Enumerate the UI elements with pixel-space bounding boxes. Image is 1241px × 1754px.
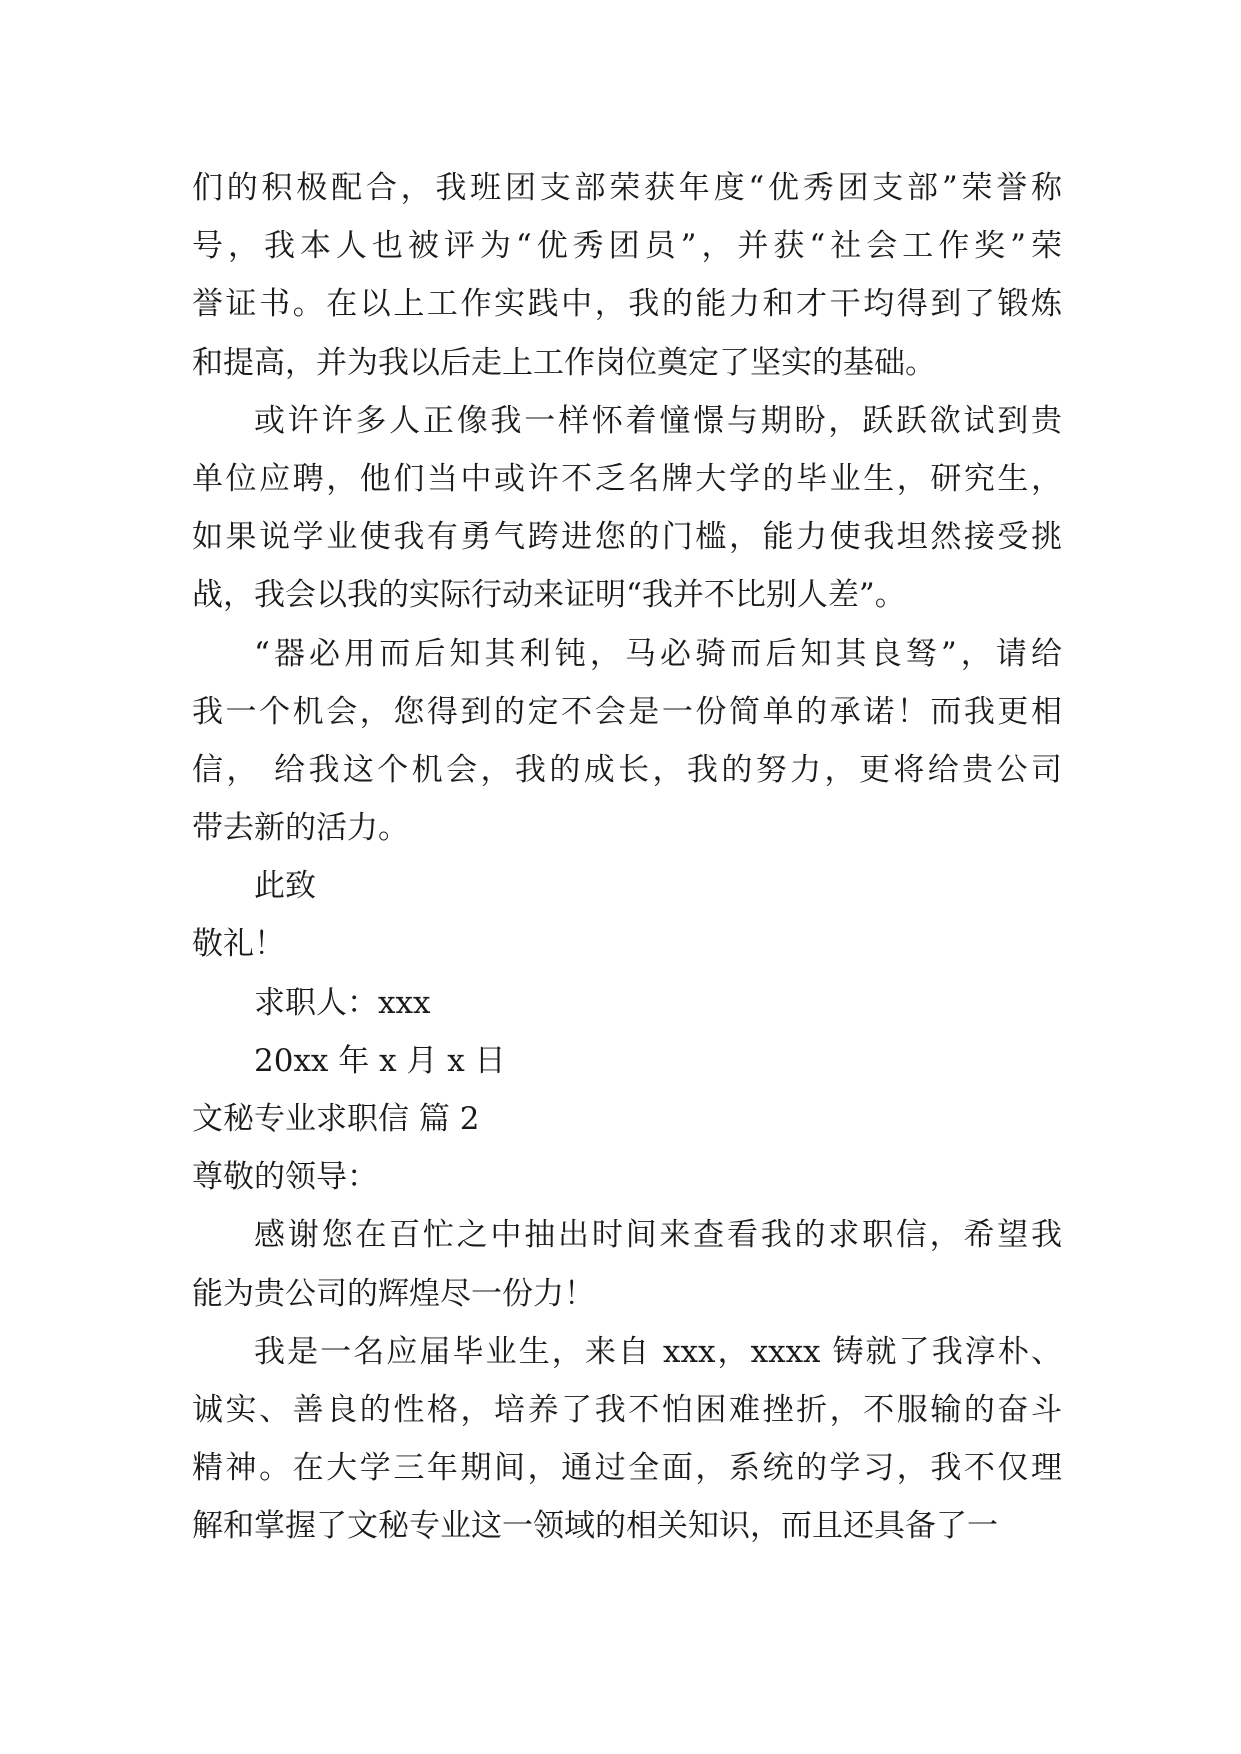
paragraph-introduction (192, 1323, 1062, 1556)
text-line: 带去新的活力。 (192, 810, 409, 847)
text-line: 求职人：xxx (254, 984, 431, 1021)
text-line: 们的积极配合，我班团支部荣获年度“优秀团支部”荣誉称 (192, 170, 1062, 206)
text-line: 如果说学业使我有勇气跨进您的门槛，能力使我坦然接受挑 (192, 519, 1062, 556)
paragraph-chance (192, 625, 1062, 858)
text-line: 我一个机会，您得到的定不会是一份简单的承诺！而我更相 (192, 693, 1062, 730)
text-line: 尊敬的领导： (192, 1159, 378, 1196)
text-line: 信， 给我这个机会，我的成长，我的努力，更将给贵公司 (192, 751, 1062, 788)
text-line: 此致 (254, 868, 316, 905)
text-line: 单位应聘，他们当中或许不乏名牌大学的毕业生，研究生， (192, 460, 1062, 497)
signature-date (192, 1032, 1062, 1090)
paragraph-honors (192, 159, 1062, 392)
document-body (192, 159, 1062, 1556)
text-line: 诚实、善良的性格，培养了我不怕困难挫折，不服输的奋斗 (192, 1391, 1062, 1428)
paragraph-thanks (192, 1206, 1062, 1322)
text-line: 战，我会以我的实际行动来证明“我并不比别人差”。 (192, 577, 906, 614)
text-line: 能为贵公司的辉煌尽一份力！ (192, 1275, 595, 1312)
closing-salutation (192, 857, 1062, 915)
text-line: “器必用而后知其利钝，马必骑而后知其良驽”，请给 (254, 635, 1062, 672)
text-line: 20xx 年 x 月 x 日 (254, 1042, 506, 1079)
paragraph-application (192, 392, 1062, 625)
text-line: 敬礼！ (192, 926, 285, 963)
text-line: 我是一名应届毕业生，来自 xxx，xxxx 铸就了我淳朴、 (254, 1333, 1062, 1370)
text-line: 解和掌握了文秘专业这一领域的相关知识，而且还具备了一 (192, 1508, 998, 1545)
text-line: 文秘专业求职信 篇 2 (192, 1101, 480, 1137)
greeting (192, 1148, 1062, 1206)
text-line: 誉证书。在以上工作实践中，我的能力和才干均得到了锻炼 (192, 286, 1062, 323)
text-line: 精神。在大学三年期间，通过全面，系统的学习，我不仅理 (192, 1450, 1062, 1487)
text-line: 号，我本人也被评为“优秀团员”，并获“社会工作奖”荣 (192, 228, 1062, 265)
section-heading (192, 1090, 1062, 1148)
closing-regards (192, 915, 1062, 973)
signature-applicant (192, 974, 1062, 1032)
text-line: 或许许多人正像我一样怀着憧憬与期盼，跃跃欲试到贵 (254, 402, 1062, 439)
text-line: 和提高，并为我以后走上工作岗位奠定了坚实的基础。 (192, 344, 936, 381)
text-line: 感谢您在百忙之中抽出时间来查看我的求职信，希望我 (254, 1217, 1062, 1254)
